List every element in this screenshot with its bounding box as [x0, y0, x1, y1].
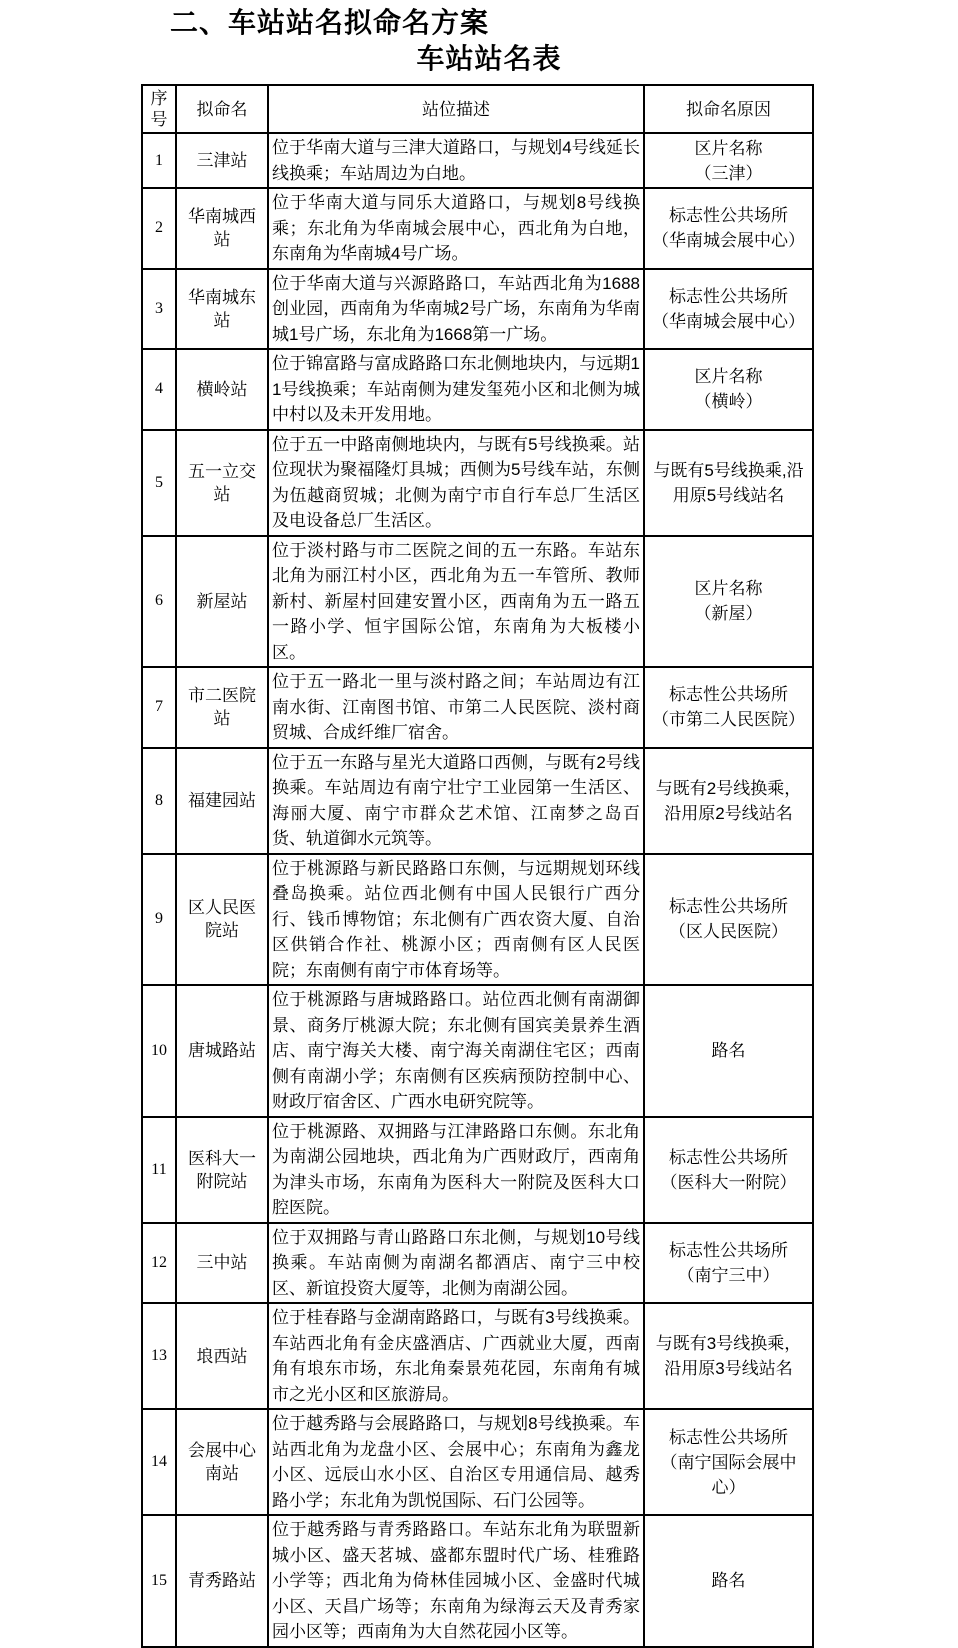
cell-station-description: 位于桃源路与新民路路口东侧，与远期规划环线叠岛换乘。站位西北侧有中国人民银行广西分行、钱币博物馆；东北侧有广西农资大厦、自治区供销合作社、桃源小区；西南侧有区人民医院；东南侧有南宁市体育场等。: [268, 854, 644, 986]
reason-line: （南宁国际会展中心）: [660, 1452, 797, 1497]
reason-line: 标志性公共场所: [669, 685, 788, 705]
cell-index: 6: [142, 536, 176, 668]
cell-proposed-name: 三津站: [176, 133, 268, 188]
cell-station-description: 位于双拥路与青山路路口东北侧，与规划10号线换乘。车站南侧为南湖名都酒店、南宁三中校区、新谊投资大厦等，北侧为南湖公园。: [268, 1223, 644, 1304]
reason-line: 标志性公共场所: [669, 1240, 788, 1260]
cell-index: 11: [142, 1117, 176, 1223]
table-row: [142, 188, 813, 269]
reason-line: 与既有3号线换乘，沿用原3号线站名: [655, 1334, 802, 1378]
cell-proposed-name: 横岭站: [176, 349, 268, 430]
cell-naming-reason: [644, 133, 813, 188]
reason-line: （区人民医院）: [669, 922, 788, 942]
table-row: [142, 1515, 813, 1647]
table-row: [142, 269, 813, 350]
cell-station-description: 位于五一东路与星光大道路口西侧，与既有2号线换乘。车站周边有南宁壮宁工业园第一生活区、海丽大厦、南宁市群众艺术馆、江南梦之岛百货、轨道御水元筑等。: [268, 748, 644, 854]
reason-line: （新屋）: [694, 604, 763, 624]
cell-naming-reason: [644, 748, 813, 854]
cell-station-description: 位于五一中路南侧地块内，与既有5号线换乘。站位现状为聚福隆灯具城；西侧为5号线车站，东侧为伍越商贸城；北侧为南宁市自行车总厂生活区及电设备总厂生活区。: [268, 430, 644, 536]
table-row: [142, 1117, 813, 1223]
table-row: [142, 748, 813, 854]
cell-station-description: 位于五一路北一里与淡村路之间；车站周边有江南水街、江南图书馆、市第二人民医院、淡村商贸城、合成纤维厂宿舍。: [268, 667, 644, 748]
document-titles: [0, 0, 958, 76]
cell-naming-reason: [644, 854, 813, 986]
reason-line: 标志性公共场所: [669, 1147, 788, 1167]
cell-index: 14: [142, 1409, 176, 1515]
reason-line: （南宁三中）: [677, 1265, 780, 1285]
reason-line: 区片名称: [694, 367, 763, 387]
cell-naming-reason: [644, 536, 813, 668]
cell-proposed-name: 青秀路站: [176, 1515, 268, 1647]
reason-line: 与既有2号线换乘，沿用原2号线站名: [655, 778, 802, 823]
cell-naming-reason: [644, 1303, 813, 1409]
table-header-row: [142, 85, 813, 133]
reason-line: （华南城会展中心）: [652, 311, 805, 331]
cell-station-description: 位于华南大道与三津大道路口，与规划4号线延长线换乘；车站周边为白地。: [268, 133, 644, 188]
cell-index: 3: [142, 269, 176, 350]
reason-line: 与既有5号线换乘,沿用原5号线站名: [653, 460, 804, 505]
cell-naming-reason: [644, 667, 813, 748]
cell-naming-reason: [644, 430, 813, 536]
table-header: [142, 85, 813, 133]
cell-station-description: 位于越秀路与会展路路口，与规划8号线换乘。车站西北角为龙盘小区、会展中心；东南角为鑫龙小区、远辰山水小区、自治区专用通信局、越秀路小学；东北角为凯悦国际、石门公园等。: [268, 1409, 644, 1515]
table-row: [142, 1223, 813, 1304]
cell-station-description: 位于华南大道与兴源路路口，车站西北角为1688创业园，西南角为华南城2号广场，东南角为华南城1号广场，东北角为1668第一广场。: [268, 269, 644, 350]
column-header-proposed-name: 拟命名: [176, 85, 268, 133]
cell-index: 2: [142, 188, 176, 269]
reason-line: 标志性公共场所: [669, 1427, 788, 1447]
table-row: [142, 1409, 813, 1515]
column-header-station-description: 站位描述: [268, 85, 644, 133]
cell-station-description: 位于锦富路与富成路路口东北侧地块内，与远期11号线换乘；车站南侧为建发玺苑小区和北侧为城中村以及未开发用地。: [268, 349, 644, 430]
cell-station-description: 位于淡村路与市二医院之间的五一东路。车站东北角为丽江村小区，西北角为五一车管所、教师新村、新屋村回建安置小区，西南角为五一路五一路小学、恒宇国际公馆，东南角为大板楼小区。: [268, 536, 644, 668]
reason-line: 区片名称: [694, 138, 763, 158]
table-body: [142, 133, 813, 1647]
cell-station-description: 位于桃源路、双拥路与江津路路口东侧。东北角为南湖公园地块，西北角为广西财政厅，西南角为津头市场，东南角为医科大一附院及医科大口腔医院。: [268, 1117, 644, 1223]
cell-proposed-name: 华南城东站: [176, 269, 268, 350]
reason-line: 区片名称: [694, 579, 763, 599]
reason-line: 标志性公共场所: [669, 206, 788, 226]
cell-proposed-name: 埌西站: [176, 1303, 268, 1409]
reason-line: （医科大一附院）: [660, 1172, 797, 1192]
reason-line: （市第二人民医院）: [652, 710, 805, 730]
reason-line: 标志性公共场所: [669, 286, 788, 306]
cell-proposed-name: 三中站: [176, 1223, 268, 1304]
section-title: 二、车站站名拟命名方案: [170, 7, 490, 38]
cell-proposed-name: 会展中心南站: [176, 1409, 268, 1515]
reason-line: 标志性公共场所: [669, 897, 788, 917]
table-title: 车站站名表: [416, 43, 562, 74]
table-row: [142, 985, 813, 1117]
cell-index: 8: [142, 748, 176, 854]
station-name-table-container: [141, 84, 812, 1648]
table-row: [142, 536, 813, 668]
reason-line: 路名: [711, 1571, 746, 1591]
cell-proposed-name: 唐城路站: [176, 985, 268, 1117]
column-header-naming-reason: 拟命名原因: [644, 85, 813, 133]
cell-proposed-name: 福建园站: [176, 748, 268, 854]
cell-station-description: 位于越秀路与青秀路路口。车站东北角为联盟新城小区、盛天茗城、盛都东盟时代广场、桂雅路小学等；西北角为倚林佳园城小区、金盛时代城小区、天昌广场等；东南角为绿海云天及青秀家园小区等；西南角为大自然花园小区等。: [268, 1515, 644, 1647]
reason-line: （横岭）: [694, 392, 763, 412]
table-row: [142, 430, 813, 536]
cell-proposed-name: 医科大一附院站: [176, 1117, 268, 1223]
cell-index: 1: [142, 133, 176, 188]
cell-naming-reason: [644, 1117, 813, 1223]
cell-naming-reason: [644, 1223, 813, 1304]
cell-index: 12: [142, 1223, 176, 1304]
cell-index: 5: [142, 430, 176, 536]
cell-proposed-name: 华南城西站: [176, 188, 268, 269]
cell-station-description: 位于华南大道与同乐大道路口，与规划8号线换乘；东北角为华南城会展中心，西北角为白地，东南角为华南城4号广场。: [268, 188, 644, 269]
table-row: [142, 667, 813, 748]
reason-line: （华南城会展中心）: [652, 231, 805, 251]
cell-naming-reason: [644, 269, 813, 350]
cell-naming-reason: [644, 349, 813, 430]
cell-index: 13: [142, 1303, 176, 1409]
cell-proposed-name: 市二医院站: [176, 667, 268, 748]
cell-proposed-name: 五一立交站: [176, 430, 268, 536]
cell-naming-reason: [644, 985, 813, 1117]
cell-index: 9: [142, 854, 176, 986]
cell-proposed-name: 区人民医院站: [176, 854, 268, 986]
cell-naming-reason: [644, 1515, 813, 1647]
reason-line: 路名: [711, 1041, 746, 1061]
cell-naming-reason: [644, 1409, 813, 1515]
table-row: [142, 349, 813, 430]
column-header-index: 序号: [142, 85, 176, 133]
cell-index: 10: [142, 985, 176, 1117]
table-row: [142, 133, 813, 188]
cell-station-description: 位于桂春路与金湖南路路口，与既有3号线换乘。车站西北角有金庆盛酒店、广西就业大厦，西南角有埌东市场，东北角秦景苑花园，东南角有城市之光小区和区旅游局。: [268, 1303, 644, 1409]
cell-index: 7: [142, 667, 176, 748]
cell-index: 15: [142, 1515, 176, 1647]
cell-station-description: 位于桃源路与唐城路路口。站位西北侧有南湖御景、商务厅桃源大院；东北侧有国宾美景养生酒店、南宁海关大楼、南宁海关南湖住宅区；西南侧有南湖小学；东南侧有区疾病预防控制中心、财政厅宿舍区、广西水电研究院等。: [268, 985, 644, 1117]
table-row: [142, 1303, 813, 1409]
cell-naming-reason: [644, 188, 813, 269]
station-name-table: [141, 84, 814, 1648]
table-row: [142, 854, 813, 986]
reason-line: （三津）: [694, 163, 763, 183]
cell-index: 4: [142, 349, 176, 430]
cell-proposed-name: 新屋站: [176, 536, 268, 668]
